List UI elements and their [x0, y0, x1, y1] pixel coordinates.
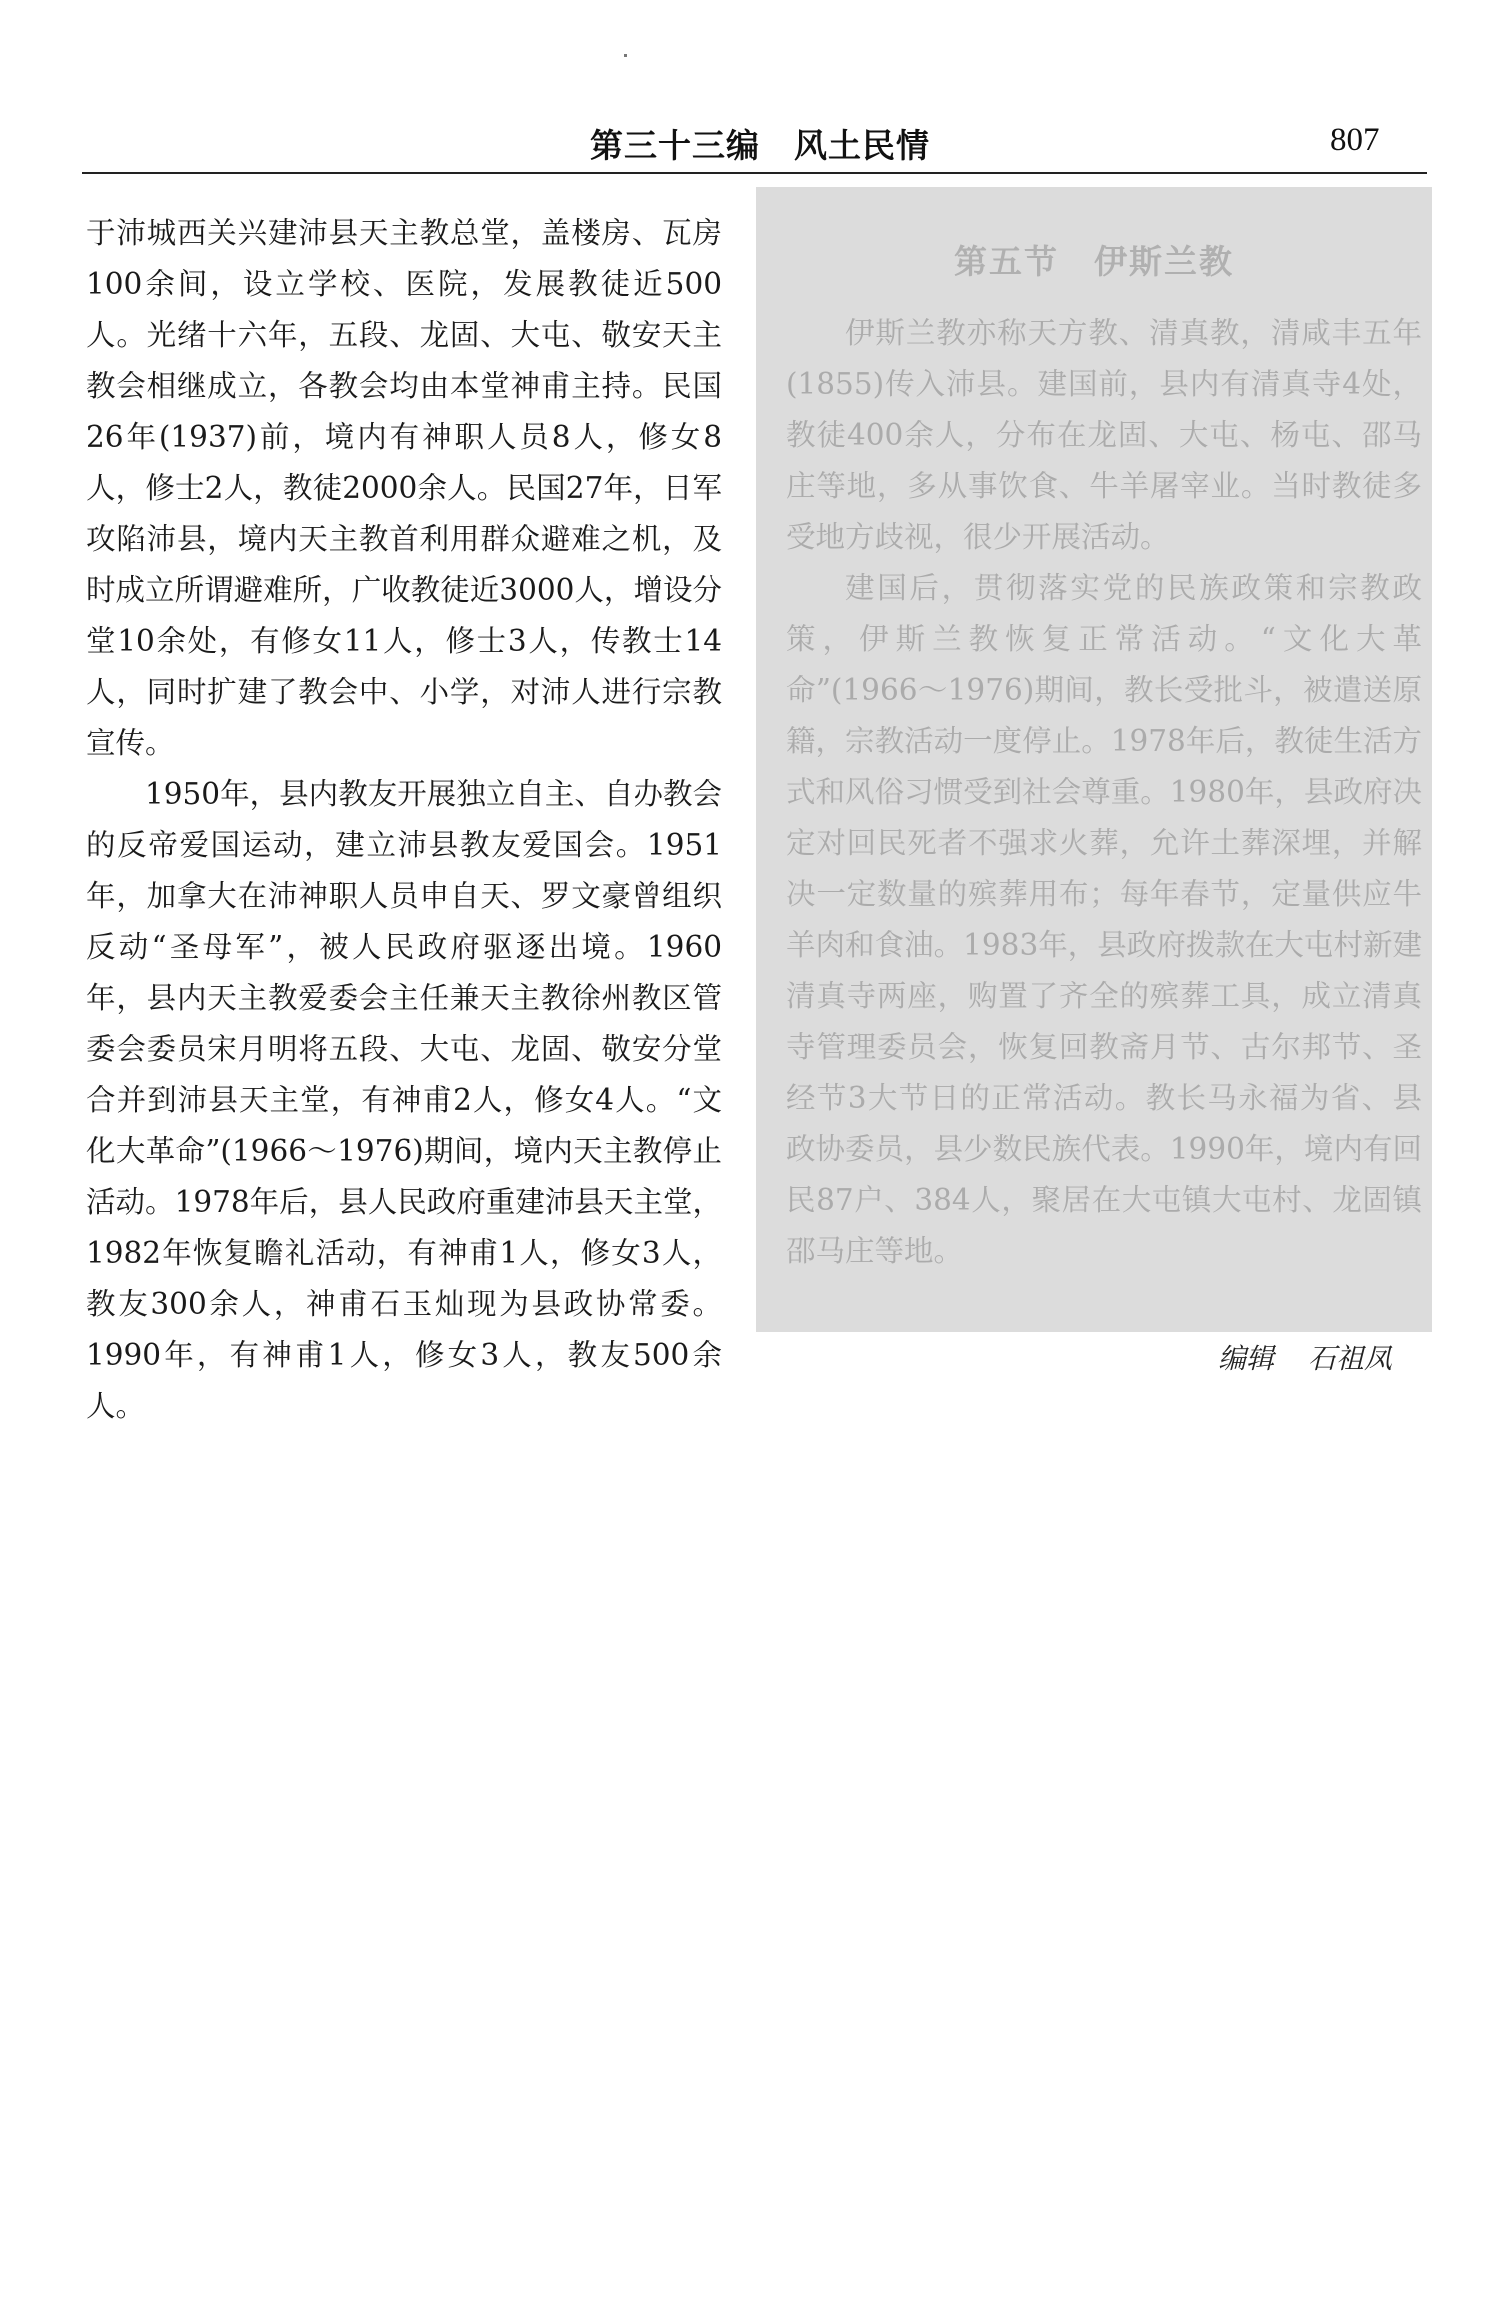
page-number: 807 [1330, 122, 1380, 158]
left-paragraph-1: 于沛城西关兴建沛县天主教总堂，盖楼房、瓦房100余间，设立学校、医院，发展教徒近500人。光绪十六年，五段、龙固、大屯、敬安天主教会相继成立，各教会均由本堂神甫主持。民国26年(1937)前，境内有神职人员8人，修女8人，修士2人，教徒2000余人。民国27年，日军攻陷沛县，境内天主教首利用群众避难之机，及时成立所谓避难所，广收教徒近3000人，增设分堂10余处，有修女11人，修士3人，传教士14人，同时扩建了教会中、小学，对沛人进行宗教宣传。 [86, 216, 722, 760]
editor-label: 编辑 [1218, 1342, 1275, 1375]
right-column [786, 308, 1422, 1277]
editor-credit [1218, 1337, 1392, 1377]
left-column [86, 208, 722, 1432]
left-paragraph-2: 1950年，县内教友开展独立自主、自办教会的反帝爱国运动，建立沛县教友爱国会。1951年，加拿大在沛神职人员申自天、罗文豪曾组织反动“圣母军”，被人民政府驱逐出境。1960年，县内天主教爱委会主任兼天主教徐州教区管委会委员宋月明将五段、大屯、龙固、敬安分堂合并到沛县天主堂，有神甫2人，修女4人。“文化大革命”(1966～1976)期间，境内天主教停止活动。1978年后，县人民政府重建沛县天主堂，1982年恢复瞻礼活动，有神甫1人，修女3人，教友300余人，神甫石玉灿现为县政协常委。1990年，有神甫1人，修女3人，教友500余人。 [86, 777, 722, 1423]
editor-name: 石祖凤 [1308, 1342, 1393, 1375]
right-paragraph-2: 建国后，贯彻落实党的民族政策和宗教政策，伊斯兰教恢复正常活动。“文化大革命”(1966～1976)期间，教长受批斗，被遣送原籍，宗教活动一度停止。1978年后，教徒生活方式和风俗习惯受到社会尊重。1980年，县政府决定对回民死者不强求火葬，允许土葬深埋，并解决一定数量的殡葬用布；每年春节，定量供应牛羊肉和食油。1983年，县政府拨款在大屯村新建清真寺两座，购置了齐全的殡葬工具，成立清真寺管理委员会，恢复回教斋月节、古尔邦节、圣经节3大节日的正常活动。教长马永福为省、县政协委员，县少数民族代表。1990年，境内有回民87户、384人，聚居在大屯镇大屯村、龙固镇邵马庄等地。 [786, 571, 1422, 1268]
running-header-title: 第三十三编 风土民情 [590, 126, 930, 165]
section-title: 第五节 伊斯兰教 [954, 242, 1234, 281]
scan-mark [624, 54, 627, 57]
right-paragraph-1: 伊斯兰教亦称天方教、清真教，清咸丰五年(1855)传入沛县。建国前，县内有清真寺4处，教徒400余人，分布在龙固、大屯、杨屯、邵马庄等地，多从事饮食、牛羊屠宰业。当时教徒多受地方歧视，很少开展活动。 [786, 316, 1422, 554]
header-rule [82, 172, 1427, 174]
